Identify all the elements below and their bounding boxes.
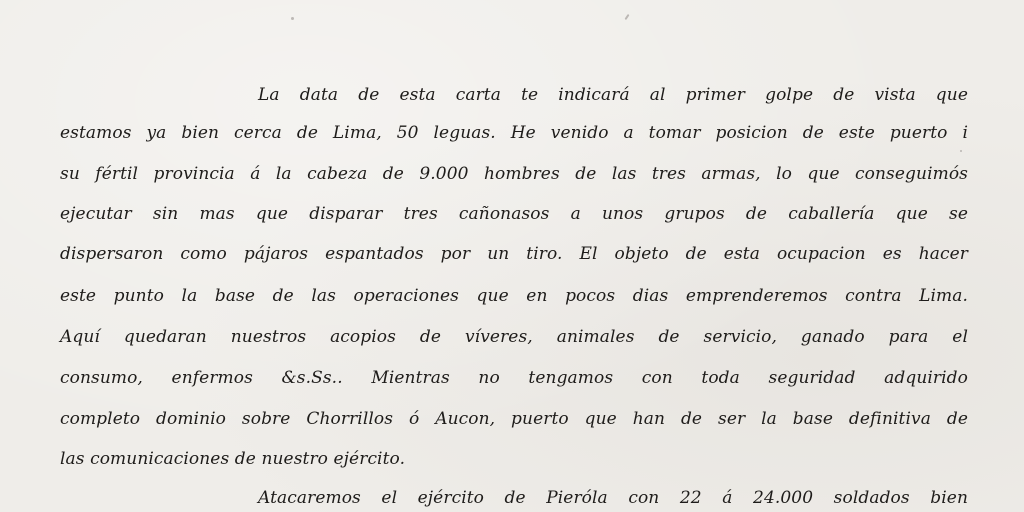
paper-speck (624, 14, 629, 20)
letter-line-9: completo dominio sobre Chorrillos ó Aucon, puerto que han de ser la base definitiva de (60, 409, 968, 429)
letter-line-4: ejecutar sin mas que disparar tres cañonasos a unos grupos de caballería que se (60, 204, 968, 224)
paper-speck (291, 17, 294, 20)
letter-line-5: dispersaron como pájaros espantados por un tiro. El objeto de esta ocupacion es hacer (60, 244, 968, 264)
letter-line-10: las comunicaciones de nuestro ejército. (60, 449, 406, 469)
letter-line-2: estamos ya bien cerca de Lima, 50 leguas. He venido a tomar posicion de este puerto i (60, 123, 968, 143)
letter-line-3: su fértil provincia á la cabeza de 9.000 hombres de las tres armas, lo que conseguimós (60, 164, 968, 184)
letter-line-6: este punto la base de las operaciones que en pocos dias emprenderemos contra Lima. (60, 286, 968, 306)
paper-speck (960, 150, 962, 152)
letter-line-1: La data de esta carta te indicará al primer golpe de vista que (258, 85, 968, 105)
letter-line-11: Atacaremos el ejército de Pieróla con 22 á 24.000 soldados bien (258, 488, 968, 508)
letter-line-8: consumo, enfermos &s.Ss.. Mientras no tengamos con toda seguridad adquirido (60, 368, 968, 388)
letter-line-7: Aquí quedaran nuestros acopios de víveres, animales de servicio, ganado para el (60, 327, 968, 347)
